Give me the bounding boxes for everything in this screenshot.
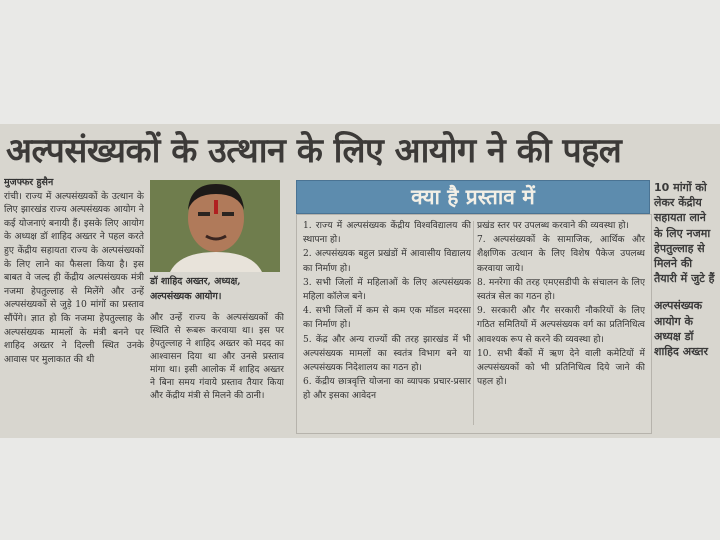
newspaper-clipping xyxy=(0,124,720,438)
proposal-box-title: क्या है प्रस्ताव में xyxy=(296,180,650,214)
proposal-item: 4. सभी जिलों में कम से कम एक मॉडल मदरसा का निर्माण हो। xyxy=(303,306,471,331)
column-divider xyxy=(473,221,474,425)
proposal-item: 7. अल्पसंख्यकों के सामाजिक, आर्थिक और शैक्षणिक उत्थान के लिए विशेष पैकेज उपलब्ध करवाया जाये। xyxy=(477,235,645,274)
proposal-item: 2. अल्पसंख्यक बहुल प्रखंडों में आवासीय विद्यालय का निर्माण हो। xyxy=(303,249,471,274)
proposal-list-left xyxy=(303,219,471,429)
proposal-item: प्रखंड स्तर पर उपलब्ध करवाने की व्यवस्था हो। xyxy=(477,221,629,231)
continuation-column xyxy=(150,312,284,436)
proposal-item: 8. मनरेगा की तरह एमएसडीपी के संचालन के लिए स्वतंत्र सेल का गठन हो। xyxy=(477,277,645,303)
proposal-list-right xyxy=(477,219,645,429)
proposal-box xyxy=(296,214,652,434)
sidebar-bottom-text: अल्पसंख्यक आयोग के अध्यक्ष डॉ शाहिद अख्तर xyxy=(654,299,709,359)
proposal-item: 9. सरकारी और गैर सरकारी नौकरियों के लिए गठित समितियों में अल्पसंख्यक वर्ग का प्रतिनिधित्व आवश्यक रूप से करने की व्यवस्था हो। xyxy=(477,306,645,345)
portrait-photo xyxy=(150,180,280,272)
proposal-item: 1. राज्य में अल्पसंख्यक केंद्रीय विश्वविद्यालय की स्थापना हो। xyxy=(303,221,471,246)
continuation-text: और उन्हें राज्य के अल्पसंख्यकों की स्थिति से रूबरू करवाया था। इस पर हेपतुल्लाह ने शाहिद अख्तर को मदद का आश्वासन दिया था और उनसे प्रस्ताव मांगा था। इसी आलोक में शाहिद अख्तर ने बिना समय गंवाये प्रस्ताव तैयार किया और केंद्रीय मंत्री से मिलने की ठानी। xyxy=(150,313,284,401)
proposal-item: 6. केंद्रीय छात्रवृत्ति योजना का व्यापक प्रचार-प्रसार हो और इसका आवेदन xyxy=(303,377,471,402)
sidebar-blurb xyxy=(654,180,716,410)
photo-caption: डॉ शाहिद अख्तर, अध्यक्ष, अल्पसंख्यक आयोग। xyxy=(150,276,241,302)
sidebar-top-text: 10 मांगों को लेकर केंद्रीय सहायता लाने के लिए नजमा हेपतुल्लाह से मिलने की तैयारी में जुटे हैं xyxy=(654,181,715,286)
lead-column xyxy=(4,176,144,434)
byline: मुजफ्फर हुसैन xyxy=(4,177,54,188)
headline: अल्पसंख्यकों के उत्थान के लिए आयोग ने की पहल xyxy=(6,131,622,171)
proposal-item: 10. सभी बैंकों में ऋण देने वाली कमेटियों में अल्पसंख्यकों को भी प्रतिनिधित्व दिये जाने की पहल हो। xyxy=(477,348,645,388)
proposal-item: 5. केंद्र और अन्य राज्यों की तरह झारखंड में भी अल्पसंख्यक मामलों का स्वतंत्र विभाग बने या अल्पसंख्यक निदेशालय का गठन हो। xyxy=(303,334,471,374)
proposal-item: 3. सभी जिलों में महिलाओं के लिए अल्पसंख्यक महिला कॉलेज बने। xyxy=(303,277,471,303)
lead-text: रांची। राज्य में अल्पसंख्यकों के उत्थान के लिए झारखंड राज्य अल्पसंख्यक आयोग ने कई योजनाएं बनायी हैं। इसके लिए आयोग के अध्यक्ष डॉ शाहिद अख्तर ने पहल करते हुए केंद्रीय सहायता राज्य के अल्पसंख्यकों के लिए लाने का फैसला किया है। इस बाबत वे जल्द ही केंद्रीय अल्पसंख्यक मंत्री नजमा हेपतुल्लाह से मिलेंगे और उन्हें अल्पसंख्यकों से जुड़े 10 मांगों का प्रस्ताव सौंपेंगे। ज्ञात हो कि नजमा हेपतुल्लाह के अल्पसंख्यक मामलों के मंत्री बनने पर शाहिद अख्तर ने दिल्ली स्थित उनके आवास पर मुलाकात की थी xyxy=(4,190,144,365)
